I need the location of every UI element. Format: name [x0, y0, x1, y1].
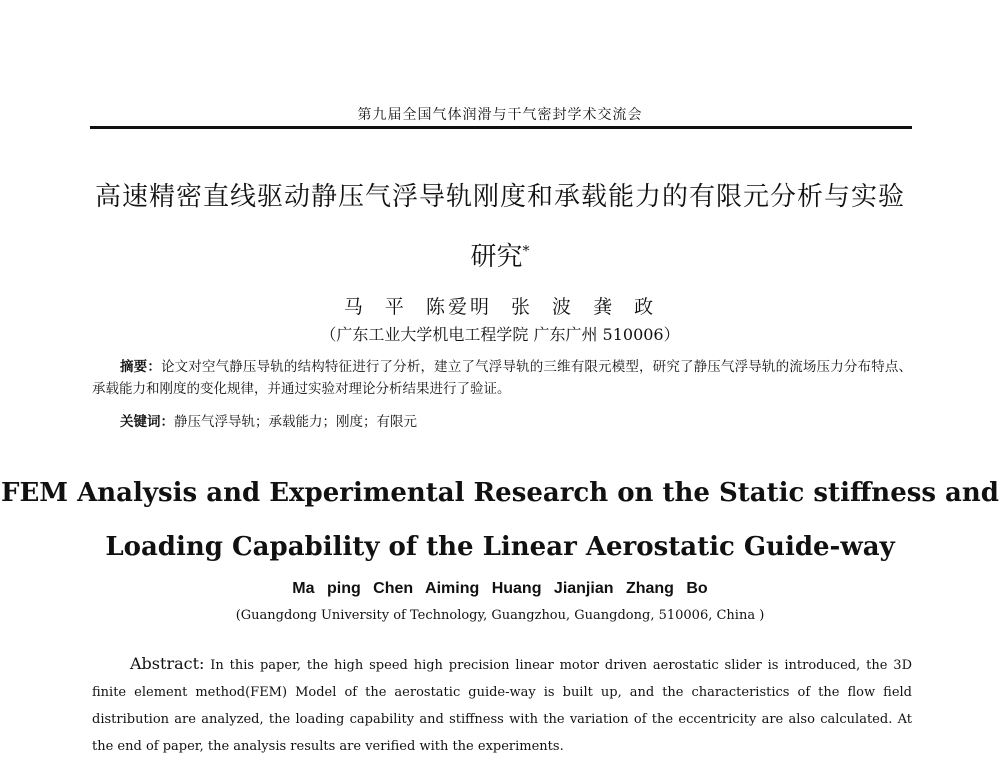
keywords-cn: [120, 410, 417, 430]
abstract-en-label: Abstract: [130, 654, 200, 673]
affiliation-cn: （广东工业大学机电工程学院 广东广州 510006）: [320, 325, 680, 344]
header-rule: [90, 126, 912, 129]
title-en-line1: FEM Analysis and Experimental Research on the Static stiffness and: [1, 478, 999, 508]
abstract-cn-text: 论文对空气静压导轨的结构特征进行了分析，建立了气浮导轨的三维有限元模型，研究了静压气浮导轨的流场压力分布特点、承载能力和刚度的变化规律，并通过实验对理论分析结果进行了验证。: [92, 359, 913, 397]
conference-header: 第九届全国气体润滑与干气密封学术交流会: [357, 107, 643, 123]
abstract-cn: [92, 356, 912, 400]
authors-en: Ma ping Chen Aiming Huang Jianjian Zhang Bo: [292, 580, 708, 597]
abstract-cn-label: 摘要：: [120, 359, 161, 375]
title-cn-line2-text: 研究: [470, 242, 523, 272]
title-cn-line2: [0, 236, 1000, 273]
title-cn-line1: 高速精密直线驱动静压气浮导轨刚度和承载能力的有限元分析与实验: [94, 182, 905, 212]
abstract-en-text: In this paper, the high speed high precision linear motor driven aerostatic slider is introduced, the 3D finite element method(FEM) Model of the aerostatic guide-way is built up, and the characteristics of the flow field distribution are analyzed, the loading capability and stiffness with the variation of the eccentricity are also calculated. At the end of paper, the analysis results are verified with the experiments.: [92, 658, 912, 754]
keywords-cn-text: 静压气浮导轨；承载能力；刚度；有限元: [174, 414, 417, 430]
affiliation-en: (Guangdong University of Technology, Guangzhou, Guangdong, 510006, China ): [235, 608, 765, 623]
abstract-en-colon: :: [199, 654, 205, 673]
title-en-line2: Loading Capability of the Linear Aerostatic Guide-way: [105, 532, 895, 562]
authors-cn: 马 平 陈爱明 张 波 龚 政: [343, 296, 657, 318]
abstract-en: [92, 650, 912, 760]
footnote-mark: *: [522, 243, 530, 260]
keywords-cn-label: 关键词：: [120, 414, 174, 430]
